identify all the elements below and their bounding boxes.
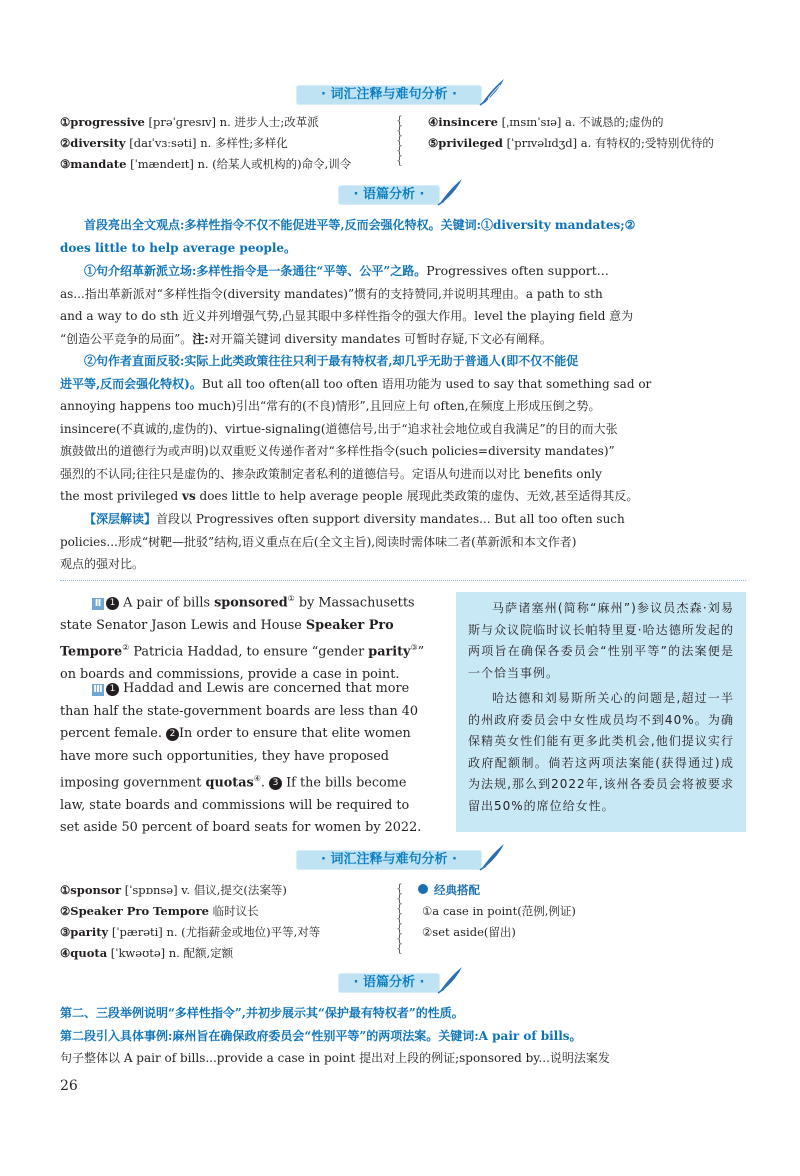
column-divider: { { { { { bbox=[396, 114, 403, 167]
vocab-item: ①sponsor [ˈspɒnsə] v. 倡议,提交(法案等) bbox=[60, 883, 287, 897]
collocation-item: ①a case in point(范例,例证) bbox=[422, 904, 576, 918]
vocab-item: ②diversity [daɪˈvɜːsəti] n. 多样性;多样化 bbox=[60, 136, 288, 150]
column-divider: { { { { { { { bbox=[396, 882, 403, 955]
section-divider bbox=[60, 580, 746, 581]
vocab-item: ③parity [ˈpærəti] n. (尤指薪金或地位)平等,对等 bbox=[60, 925, 321, 939]
analysis-banner: · 语篇分析 · bbox=[338, 973, 440, 993]
vocab-item: ⑤privileged [ˈprɪvəlɪdʒd] a. 有特权的;受特别优待的 bbox=[428, 136, 714, 150]
translation-paragraph: 马萨诸塞州(简称“麻州”)参议员杰森·刘易斯与众议院临时议长帕特里夏·哈达德所发起的两项旨在确保各委员会“性别平等”的法案便是一个恰当事例。 bbox=[468, 601, 734, 680]
vocab-item: ②Speaker Pro Tempore 临时议长 bbox=[60, 904, 259, 918]
passage-paragraph-3: Ⅲ 1 Haddad and Lewis are concerned that more than half the state-government boards are less than 40 percent female. 2 In order to ensure that elite women have more such opportunities, they have proposed imposing government quotas④. 3 If the bills become law, state boards and commissions will be required to set aside 50 percent of board seats for women by 2022. bbox=[60, 681, 422, 836]
analysis-banner: · 语篇分析 · bbox=[338, 185, 440, 205]
quill-pen-icon bbox=[478, 77, 506, 107]
analysis1-sentence1: ①句介绍革新派立场:多样性指令是一条通往“平等、公平”之路。Progressives often support... as...指出革新派对“多样性指令(diversity mandates)”惯有的支持赞同,并说明其理由。a path to sth and a way to do sth 近义并列增强气势,凸显其眼中多样性指令的强大作用。level the playing field 意为 “创造公平竞争的局面”。注:对开篇关键词 diversity mandates 可暂时存疑,下文必有阐释。 bbox=[60, 263, 634, 346]
bullet-icon bbox=[418, 884, 428, 894]
vocab1-right bbox=[428, 112, 748, 154]
analysis2: 第二、三段举例说明“多样性指令”,并初步展示其“保护最有特权者”的性质。 第二段引入具体事例:麻州旨在确保政府委员会“性别平等”的两项法案。关键词:A pair of bills。 句子整体以 A pair of bills...provide a case in point 提出对上段的例证;sponsored by...说明法案发 bbox=[60, 1006, 610, 1065]
vocab-item: ①progressive [prəˈɡresɪv] n. 进步人士;改革派 bbox=[60, 115, 319, 129]
collocation-title: 经典搭配 bbox=[418, 880, 738, 901]
vocab1-left bbox=[60, 112, 390, 175]
vocab-banner: · 词汇注释与难句分析 · bbox=[296, 85, 482, 105]
paragraph-number-badge: Ⅲ bbox=[93, 684, 103, 695]
paragraph-number-badge: Ⅱ bbox=[92, 598, 104, 610]
quill-pen-icon bbox=[436, 965, 464, 995]
page-number: 26 bbox=[60, 1078, 78, 1094]
translation-paragraph: 哈达德和刘易斯所关心的问题是,超过一半的州政府委员会中女性成员均不到40%。为确保精英女性们能有更多此类机会,他们提议实行政府配额制。倘若这两项法案能(获得通过)成为法规,那么到2022年,该州各委员会将被要求留出50%的席位给女性。 bbox=[468, 691, 734, 813]
vocab2-left bbox=[60, 880, 390, 964]
analysis1-intro: 首段亮出全文观点:多样性指令不仅不能促进平等,反而会强化特权。关键词:①diversity mandates;② does little to help average people。 bbox=[60, 218, 636, 255]
vocab-item: ④insincere [ˌɪnsɪnˈsɪə] a. 不诚恳的;虚伪的 bbox=[428, 115, 664, 129]
collocations bbox=[418, 880, 738, 943]
quill-pen-icon bbox=[436, 177, 464, 207]
vocab-banner: · 词汇注释与难句分析 · bbox=[296, 850, 482, 870]
vocab-item: ③mandate [ˈmændeɪt] n. (给某人或机构的)命令,训令 bbox=[60, 157, 352, 171]
deep-reading: 【深层解读】首段以 Progressives often support diversity mandates... But all too often such policies...形成“树靶—批驳”结构,语义重点在后(全文主旨),阅读时需体味二者(革新派和本文作者) 观点的强对比。 bbox=[60, 512, 625, 571]
quill-pen-icon bbox=[478, 842, 506, 872]
passage-paragraph-2: Ⅱ 1 A pair of bills sponsored① by Massachusetts state Senator Jason Lewis and House Speaker Pro Tempore② Patricia Haddad, to ensure “gender parity③” on boards and commissions, provide a case in point. bbox=[60, 594, 425, 683]
translation-box bbox=[456, 592, 746, 832]
vocab-item: ④quota [ˈkwəʊtə] n. 配额,定额 bbox=[60, 946, 234, 960]
collocation-item: ②set aside(留出) bbox=[422, 925, 516, 939]
analysis1-sentence2: ②句作者直面反驳:实际上此类政策往往只利于最有特权者,却几乎无助于普通人(即不仅不能促 进平等,反而会强化特权)。But all too often(all too often 语用功能为 used to say that something sad or annoying happens too much)引出“常有的(不良)情形”,且回应上句 often,在频度上形成压倒之势。 insincere(不真诚的,虚伪的)、virtue-signaling(道德信号,出于“追求社会地位或自我满足”的目的而大张 旗鼓做出的道德行为或声明)以双重贬义传递作者对“多样性指令(such policies=diversity mandates)” 强烈的不认同;往往只是虚伪的、掺杂政策制定者私利的道德信号。定语从句进而以对比 benefits only the most privileged vs does little to help average people 展现此类政策的虚伪、无效,甚至适得其反。 bbox=[60, 354, 652, 503]
